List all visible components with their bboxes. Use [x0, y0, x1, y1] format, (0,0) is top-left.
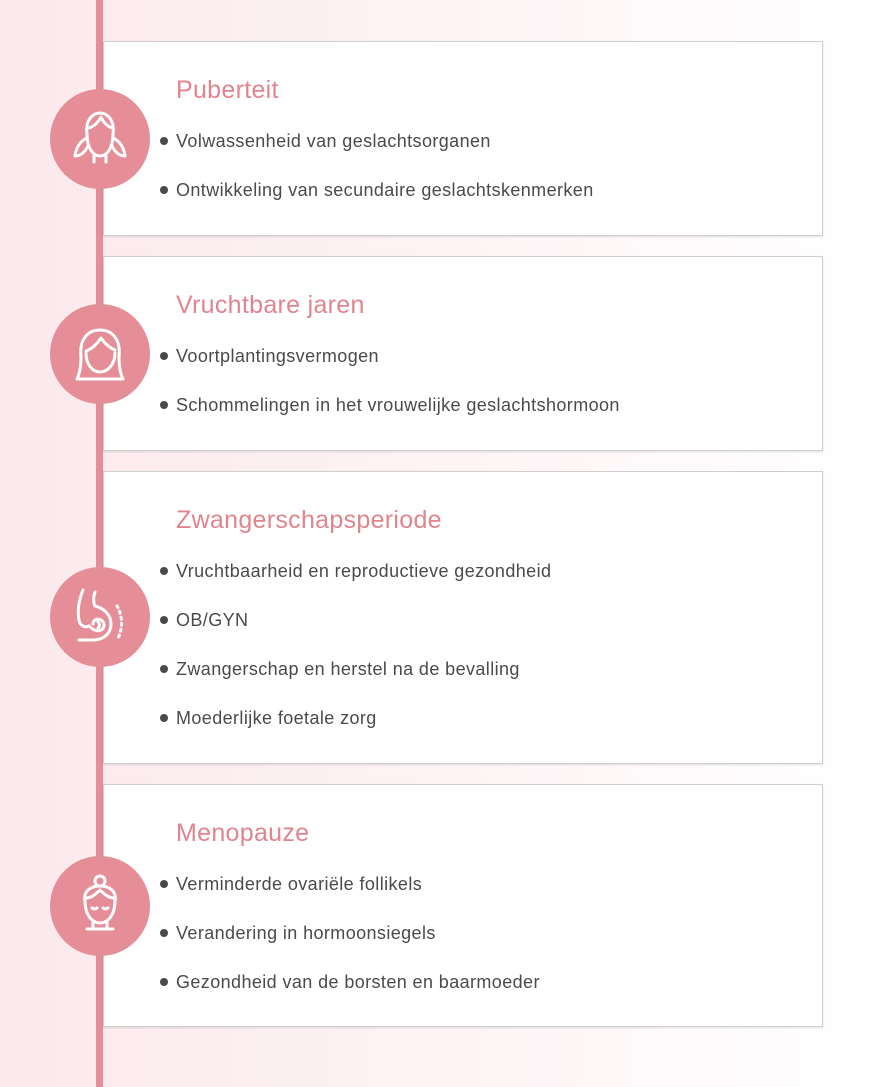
list-item-text: Verminderde ovariële follikels [176, 874, 423, 894]
stage-icon-zwangerschapsperiode [50, 567, 150, 667]
bullet-dot [160, 665, 168, 673]
stage-item-list [160, 130, 594, 228]
list-item [160, 179, 594, 228]
list-item-text: Ontwikkeling van secundaire geslachtskenmerken [176, 180, 594, 200]
list-item-text: Zwangerschap en herstel na de bevalling [176, 659, 520, 679]
list-item [160, 873, 540, 922]
older-woman-bun-icon [65, 871, 135, 941]
stage-card-menopauze [103, 784, 823, 1027]
stage-card-puberteit [103, 41, 823, 236]
list-item [160, 609, 551, 658]
bullet-dot [160, 880, 168, 888]
bullet-dot [160, 137, 168, 145]
bullet-dot [160, 567, 168, 575]
list-item-text: Voortplantingsvermogen [176, 346, 379, 366]
list-item [160, 658, 551, 707]
stage-title: Puberteit [176, 76, 279, 104]
stage-title: Menopauze [176, 819, 310, 847]
stage-icon-puberteit [50, 89, 150, 189]
list-item [160, 707, 551, 756]
list-item-text: Moederlijke foetale zorg [176, 708, 377, 728]
list-item [160, 130, 594, 179]
list-item-text: Gezondheid van de borsten en baarmoeder [176, 972, 540, 992]
list-item-text: OB/GYN [176, 610, 249, 630]
stage-item-list [160, 873, 540, 1020]
stage-title: Zwangerschapsperiode [176, 506, 442, 534]
woman-face-icon [65, 319, 135, 389]
girl-pigtails-icon [65, 104, 135, 174]
bullet-dot [160, 978, 168, 986]
list-item-text: Verandering in hormoonsiegels [176, 923, 436, 943]
list-item [160, 394, 620, 443]
list-item [160, 345, 620, 394]
list-item-text: Schommelingen in het vrouwelijke geslachtshormoon [176, 395, 620, 415]
list-item [160, 922, 540, 971]
list-item-text: Vruchtbaarheid en reproductieve gezondheid [176, 561, 552, 581]
bullet-dot [160, 186, 168, 194]
stage-card-vruchtbare-jaren [103, 256, 823, 451]
stage-icon-vruchtbare-jaren [50, 304, 150, 404]
bullet-dot [160, 616, 168, 624]
stage-title: Vruchtbare jaren [176, 291, 365, 319]
pregnant-belly-icon [65, 582, 135, 652]
stage-card-zwangerschapsperiode [103, 471, 823, 764]
bullet-dot [160, 352, 168, 360]
list-item-text: Volwassenheid van geslachtsorganen [176, 131, 491, 151]
list-item [160, 971, 540, 1020]
stage-icon-menopauze [50, 856, 150, 956]
bullet-dot [160, 401, 168, 409]
stage-item-list [160, 345, 620, 443]
stage-item-list [160, 560, 551, 756]
bullet-dot [160, 714, 168, 722]
bullet-dot [160, 929, 168, 937]
list-item [160, 560, 551, 609]
